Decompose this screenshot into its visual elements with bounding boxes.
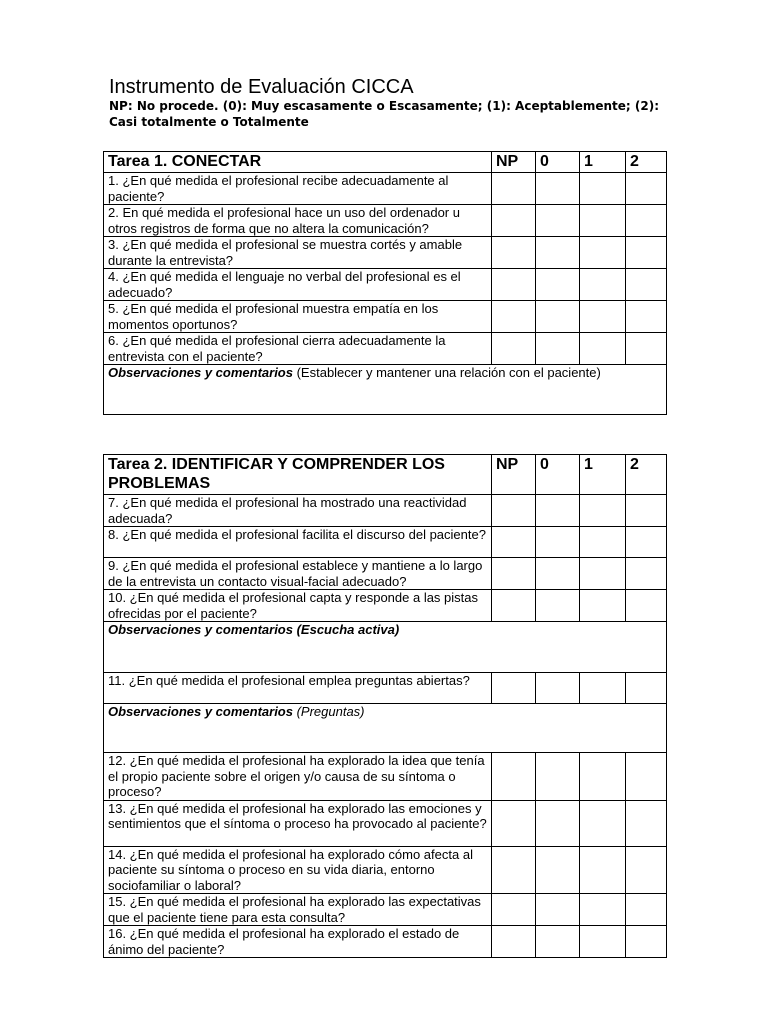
item-text: 10. ¿En qué medida el profesional capta y responde a las pistas ofrecidas por el paciente? [104, 590, 492, 622]
item-text: 12. ¿En qué medida el profesional ha explorado la idea que tenía el propio paciente sobre el origen y/o causa de su síntoma o proceso? [104, 753, 492, 801]
score-legend: NP: No procede. (0): Muy escasamente o Escasamente; (1): Aceptablemente; (2): Casi totalmente o Totalmente [109, 99, 660, 129]
score-cell-0[interactable] [536, 495, 580, 527]
score-cell-np[interactable] [492, 590, 536, 622]
score-cell-1[interactable] [580, 269, 626, 301]
col-1-header: 1 [580, 455, 626, 495]
observations-field[interactable] [104, 622, 667, 673]
item-text: 8. ¿En qué medida el profesional facilita el discurso del paciente? [104, 527, 492, 558]
table-row [104, 926, 667, 958]
score-cell-2[interactable] [626, 173, 667, 205]
score-cell-1[interactable] [580, 173, 626, 205]
score-cell-1[interactable] [580, 800, 626, 846]
score-cell-np[interactable] [492, 846, 536, 894]
score-cell-2[interactable] [626, 590, 667, 622]
score-cell-0[interactable] [536, 673, 580, 704]
score-cell-2[interactable] [626, 527, 667, 558]
observations-row [104, 704, 667, 753]
col-1-header: 1 [580, 152, 626, 173]
item-text: 2. En qué medida el profesional hace un uso del ordenador u otros registros de forma que no altera la comunicación? [104, 205, 492, 237]
score-cell-np[interactable] [492, 333, 536, 365]
task-1-header-row [104, 152, 667, 173]
score-cell-1[interactable] [580, 527, 626, 558]
score-cell-np[interactable] [492, 800, 536, 846]
score-cell-2[interactable] [626, 894, 667, 926]
item-text: 16. ¿En qué medida el profesional ha explorado el estado de ánimo del paciente? [104, 926, 492, 958]
score-cell-2[interactable] [626, 846, 667, 894]
score-cell-0[interactable] [536, 926, 580, 958]
observations-row [104, 622, 667, 673]
score-cell-np[interactable] [492, 926, 536, 958]
observations-label: Observaciones y comentarios (Escucha activa) [108, 622, 400, 637]
score-cell-1[interactable] [580, 753, 626, 801]
table-row [104, 269, 667, 301]
score-cell-2[interactable] [626, 673, 667, 704]
score-cell-1[interactable] [580, 205, 626, 237]
col-np-header: NP [492, 455, 536, 495]
score-cell-np[interactable] [492, 205, 536, 237]
observations-label: Observaciones y comentarios [108, 704, 293, 719]
score-cell-1[interactable] [580, 237, 626, 269]
observations-row [104, 365, 667, 415]
col-2-header: 2 [626, 152, 667, 173]
observations-field[interactable] [104, 704, 667, 753]
table-row [104, 558, 667, 590]
table-row [104, 894, 667, 926]
item-text: 9. ¿En qué medida el profesional establece y mantiene a lo largo de la entrevista un contacto visual-facial adecuado? [104, 558, 492, 590]
observations-note: (Preguntas) [292, 704, 365, 719]
score-cell-2[interactable] [626, 237, 667, 269]
item-text: 1. ¿En qué medida el profesional recibe adecuadamente al paciente? [104, 173, 492, 205]
table-row [104, 753, 667, 801]
score-cell-np[interactable] [492, 237, 536, 269]
table-row [104, 301, 667, 333]
score-cell-0[interactable] [536, 333, 580, 365]
task-2-table [103, 454, 667, 958]
table-row [104, 800, 667, 846]
score-cell-np[interactable] [492, 753, 536, 801]
table-row [104, 590, 667, 622]
table-row [104, 527, 667, 558]
score-cell-0[interactable] [536, 269, 580, 301]
task-2-title: Tarea 2. IDENTIFICAR Y COMPRENDER LOS PROBLEMAS [104, 455, 492, 495]
score-cell-np[interactable] [492, 269, 536, 301]
score-cell-0[interactable] [536, 753, 580, 801]
score-cell-1[interactable] [580, 846, 626, 894]
score-cell-0[interactable] [536, 558, 580, 590]
score-cell-0[interactable] [536, 205, 580, 237]
score-cell-2[interactable] [626, 926, 667, 958]
score-cell-1[interactable] [580, 495, 626, 527]
item-text: 15. ¿En qué medida el profesional ha explorado las expectativas que el paciente tiene para esta consulta? [104, 894, 492, 926]
score-cell-2[interactable] [626, 301, 667, 333]
item-text: 14. ¿En qué medida el profesional ha explorado cómo afecta al paciente su síntoma o proceso en su vida diaria, entorno sociofamiliar o laboral? [104, 846, 492, 894]
observations-label: Observaciones y comentarios [108, 365, 293, 380]
col-0-header: 0 [536, 455, 580, 495]
score-cell-2[interactable] [626, 753, 667, 801]
score-cell-1[interactable] [580, 301, 626, 333]
item-text: 11. ¿En qué medida el profesional emplea preguntas abiertas? [104, 673, 492, 704]
score-cell-2[interactable] [626, 495, 667, 527]
score-cell-0[interactable] [536, 846, 580, 894]
task-1-title: Tarea 1. CONECTAR [104, 152, 492, 173]
score-cell-np[interactable] [492, 527, 536, 558]
table-row [104, 495, 667, 527]
item-text: 13. ¿En qué medida el profesional ha explorado las emociones y sentimientos que el síntoma o proceso ha provocado al paciente? [104, 800, 492, 846]
score-cell-2[interactable] [626, 269, 667, 301]
score-cell-2[interactable] [626, 800, 667, 846]
score-cell-2[interactable] [626, 558, 667, 590]
score-cell-np[interactable] [492, 673, 536, 704]
item-text: 6. ¿En qué medida el profesional cierra adecuadamente la entrevista con el paciente? [104, 333, 492, 365]
table-row [104, 237, 667, 269]
score-cell-np[interactable] [492, 301, 536, 333]
score-cell-0[interactable] [536, 237, 580, 269]
task-1-table [103, 151, 667, 415]
table-row [104, 846, 667, 894]
item-text: 4. ¿En qué medida el lenguaje no verbal del profesional es el adecuado? [104, 269, 492, 301]
score-cell-1[interactable] [580, 558, 626, 590]
score-cell-1[interactable] [580, 333, 626, 365]
table-row [104, 173, 667, 205]
score-cell-0[interactable] [536, 173, 580, 205]
score-cell-1[interactable] [580, 926, 626, 958]
table-row [104, 333, 667, 365]
score-cell-1[interactable] [580, 894, 626, 926]
score-cell-np[interactable] [492, 894, 536, 926]
col-np-header: NP [492, 152, 536, 173]
col-2-header: 2 [626, 455, 667, 495]
item-text: 7. ¿En qué medida el profesional ha mostrado una reactividad adecuada? [104, 495, 492, 527]
score-cell-0[interactable] [536, 301, 580, 333]
score-cell-np[interactable] [492, 558, 536, 590]
observations-note: (Establecer y mantener una relación con el paciente) [292, 365, 601, 380]
item-text: 5. ¿En qué medida el profesional muestra empatía en los momentos oportunos? [104, 301, 492, 333]
score-cell-0[interactable] [536, 894, 580, 926]
task-2-header-row [104, 455, 667, 495]
item-text: 3. ¿En qué medida el profesional se muestra cortés y amable durante la entrevista? [104, 237, 492, 269]
table-row [104, 205, 667, 237]
observations-field[interactable] [104, 365, 667, 415]
score-cell-0[interactable] [536, 590, 580, 622]
score-cell-np[interactable] [492, 495, 536, 527]
score-cell-0[interactable] [536, 527, 580, 558]
score-cell-1[interactable] [580, 673, 626, 704]
col-0-header: 0 [536, 152, 580, 173]
score-cell-1[interactable] [580, 590, 626, 622]
score-cell-2[interactable] [626, 205, 667, 237]
score-cell-np[interactable] [492, 173, 536, 205]
score-cell-2[interactable] [626, 333, 667, 365]
page-title: Instrumento de Evaluación CICCA [109, 76, 414, 98]
table-row [104, 673, 667, 704]
score-cell-0[interactable] [536, 800, 580, 846]
